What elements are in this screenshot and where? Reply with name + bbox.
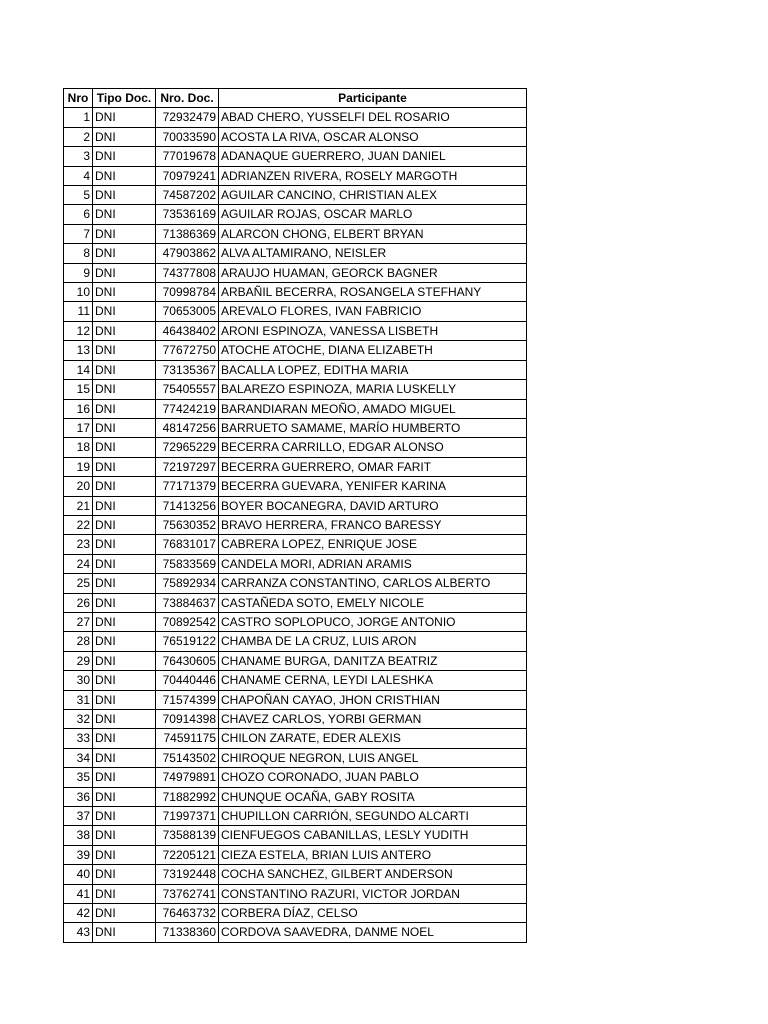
cell-nro: 21 [64,496,93,515]
table-row [64,923,527,942]
table-row [64,399,527,418]
cell-tipo-doc: DNI [93,787,156,806]
cell-tipo-doc: DNI [93,807,156,826]
cell-participante: CIEZA ESTELA, BRIAN LUIS ANTERO [219,845,527,864]
table-row [64,515,527,534]
cell-nro: 2 [64,127,93,146]
table-row [64,283,527,302]
cell-nro: 37 [64,807,93,826]
table-row [64,477,527,496]
cell-participante: CORBERA DÍAZ, CELSO [219,904,527,923]
table-row [64,244,527,263]
table-row [64,457,527,476]
table-row [64,186,527,205]
cell-nro: 3 [64,147,93,166]
table-row [64,729,527,748]
cell-nro-doc: 71338360 [156,923,219,942]
cell-tipo-doc: DNI [93,380,156,399]
cell-tipo-doc: DNI [93,612,156,631]
cell-participante: ADANAQUE GUERRERO, JUAN DANIEL [219,147,527,166]
cell-nro: 20 [64,477,93,496]
cell-participante: CHAVEZ CARLOS, YORBI GERMAN [219,710,527,729]
cell-nro-doc: 75405557 [156,380,219,399]
cell-participante: CASTRO SOPLOPUCO, JORGE ANTONIO [219,612,527,631]
cell-nro: 42 [64,904,93,923]
cell-tipo-doc: DNI [93,496,156,515]
header-row [64,89,527,108]
table-row [64,612,527,631]
cell-nro-doc: 75833569 [156,554,219,573]
cell-nro-doc: 76831017 [156,535,219,554]
cell-participante: CHUPILLON CARRIÓN, SEGUNDO ALCARTI [219,807,527,826]
table-row [64,127,527,146]
cell-nro: 35 [64,768,93,787]
cell-nro-doc: 71997371 [156,807,219,826]
cell-nro: 41 [64,884,93,903]
cell-nro: 29 [64,651,93,670]
cell-tipo-doc: DNI [93,244,156,263]
cell-participante: AGUILAR ROJAS, OSCAR MARLO [219,205,527,224]
cell-nro-doc: 76519122 [156,632,219,651]
cell-participante: CHANAME BURGA, DANITZA BEATRIZ [219,651,527,670]
cell-nro-doc: 73588139 [156,826,219,845]
cell-tipo-doc: DNI [93,710,156,729]
cell-nro: 11 [64,302,93,321]
cell-tipo-doc: DNI [93,399,156,418]
cell-nro-doc: 77171379 [156,477,219,496]
cell-participante: CARRANZA CONSTANTINO, CARLOS ALBERTO [219,574,527,593]
cell-tipo-doc: DNI [93,904,156,923]
table-row [64,108,527,127]
cell-nro: 1 [64,108,93,127]
cell-participante: CIENFUEGOS CABANILLAS, LESLY YUDITH [219,826,527,845]
cell-nro-doc: 70440446 [156,671,219,690]
cell-nro: 43 [64,923,93,942]
cell-nro: 18 [64,438,93,457]
cell-tipo-doc: DNI [93,826,156,845]
cell-tipo-doc: DNI [93,438,156,457]
cell-nro-doc: 73536169 [156,205,219,224]
cell-nro-doc: 70998784 [156,283,219,302]
table-row [64,787,527,806]
cell-nro-doc: 74377808 [156,263,219,282]
cell-participante: ARAUJO HUAMAN, GEORCK BAGNER [219,263,527,282]
cell-nro-doc: 46438402 [156,321,219,340]
cell-nro-doc: 75892934 [156,574,219,593]
cell-nro: 8 [64,244,93,263]
cell-nro: 40 [64,865,93,884]
cell-nro-doc: 71882992 [156,787,219,806]
cell-nro: 39 [64,845,93,864]
cell-participante: BALAREZO ESPINOZA, MARIA LUSKELLY [219,380,527,399]
cell-participante: COCHA SANCHEZ, GILBERT ANDERSON [219,865,527,884]
table-row [64,380,527,399]
cell-participante: BARANDIARAN MEOÑO, AMADO MIGUEL [219,399,527,418]
table-row [64,690,527,709]
cell-tipo-doc: DNI [93,845,156,864]
table-row [64,671,527,690]
cell-nro-doc: 72965229 [156,438,219,457]
cell-tipo-doc: DNI [93,283,156,302]
header-nro: Nro [64,89,93,108]
cell-tipo-doc: DNI [93,690,156,709]
table-row [64,321,527,340]
cell-tipo-doc: DNI [93,768,156,787]
cell-participante: ACOSTA LA RIVA, OSCAR ALONSO [219,127,527,146]
cell-nro-doc: 71386369 [156,224,219,243]
table-row [64,904,527,923]
cell-participante: CANDELA MORI, ADRIAN ARAMIS [219,554,527,573]
cell-participante: CONSTANTINO RAZURI, VICTOR JORDAN [219,884,527,903]
table-row [64,263,527,282]
cell-participante: BARRUETO SAMAME, MARÍO HUMBERTO [219,418,527,437]
cell-nro: 15 [64,380,93,399]
cell-nro: 28 [64,632,93,651]
cell-tipo-doc: DNI [93,729,156,748]
cell-nro: 19 [64,457,93,476]
cell-nro: 31 [64,690,93,709]
cell-nro: 34 [64,748,93,767]
cell-tipo-doc: DNI [93,923,156,942]
cell-nro: 38 [64,826,93,845]
cell-nro: 33 [64,729,93,748]
cell-nro: 7 [64,224,93,243]
table-row [64,593,527,612]
cell-nro-doc: 77424219 [156,399,219,418]
cell-tipo-doc: DNI [93,477,156,496]
cell-nro: 5 [64,186,93,205]
cell-tipo-doc: DNI [93,554,156,573]
cell-nro-doc: 71413256 [156,496,219,515]
cell-tipo-doc: DNI [93,418,156,437]
cell-nro: 13 [64,341,93,360]
cell-nro: 26 [64,593,93,612]
cell-participante: ABAD CHERO, YUSSELFI DEL ROSARIO [219,108,527,127]
cell-participante: CHAPOÑAN CAYAO, JHON CRISTHIAN [219,690,527,709]
cell-nro-doc: 74587202 [156,186,219,205]
cell-participante: BRAVO HERRERA, FRANCO BARESSY [219,515,527,534]
cell-participante: CHUNQUE OCAÑA, GABY ROSITA [219,787,527,806]
table-row [64,224,527,243]
table-row [64,166,527,185]
cell-tipo-doc: DNI [93,186,156,205]
cell-participante: CHIROQUE NEGRON, LUIS ANGEL [219,748,527,767]
table-row [64,710,527,729]
cell-nro: 17 [64,418,93,437]
cell-participante: ARONI ESPINOZA, VANESSA LISBETH [219,321,527,340]
cell-nro-doc: 72197297 [156,457,219,476]
cell-nro-doc: 70892542 [156,612,219,631]
header-participante: Participante [219,89,527,108]
table-row [64,535,527,554]
cell-tipo-doc: DNI [93,321,156,340]
cell-nro-doc: 70653005 [156,302,219,321]
cell-tipo-doc: DNI [93,302,156,321]
cell-tipo-doc: DNI [93,671,156,690]
cell-participante: AREVALO FLORES, IVAN FABRICIO [219,302,527,321]
cell-nro: 12 [64,321,93,340]
cell-participante: CHANAME CERNA, LEYDI LALESHKA [219,671,527,690]
table-body [64,108,527,942]
cell-tipo-doc: DNI [93,108,156,127]
cell-nro-doc: 73135367 [156,360,219,379]
cell-participante: CHOZO CORONADO, JUAN PABLO [219,768,527,787]
cell-tipo-doc: DNI [93,535,156,554]
cell-nro-doc: 75143502 [156,748,219,767]
cell-participante: CASTAÑEDA SOTO, EMELY NICOLE [219,593,527,612]
table-row [64,554,527,573]
cell-tipo-doc: DNI [93,865,156,884]
cell-nro-doc: 77672750 [156,341,219,360]
cell-participante: ATOCHE ATOCHE, DIANA ELIZABETH [219,341,527,360]
cell-tipo-doc: DNI [93,147,156,166]
table-row [64,826,527,845]
cell-nro: 16 [64,399,93,418]
cell-participante: ARBAÑIL BECERRA, ROSANGELA STEFHANY [219,283,527,302]
cell-nro: 9 [64,263,93,282]
table-row [64,147,527,166]
cell-participante: BECERRA GUERRERO, OMAR FARIT [219,457,527,476]
table-row [64,807,527,826]
cell-nro: 24 [64,554,93,573]
cell-participante: ALVA ALTAMIRANO, NEISLER [219,244,527,263]
table-header [64,89,527,108]
table-row [64,768,527,787]
cell-nro: 27 [64,612,93,631]
table-row [64,884,527,903]
table-row [64,651,527,670]
cell-nro-doc: 75630352 [156,515,219,534]
cell-nro: 36 [64,787,93,806]
cell-nro-doc: 76430605 [156,651,219,670]
cell-nro-doc: 74591175 [156,729,219,748]
cell-nro-doc: 72205121 [156,845,219,864]
table-row [64,360,527,379]
cell-nro: 32 [64,710,93,729]
cell-nro: 30 [64,671,93,690]
cell-nro-doc: 73884637 [156,593,219,612]
cell-nro-doc: 70033590 [156,127,219,146]
cell-nro-doc: 70914398 [156,710,219,729]
table-row [64,865,527,884]
cell-nro: 22 [64,515,93,534]
cell-tipo-doc: DNI [93,515,156,534]
cell-nro: 25 [64,574,93,593]
cell-tipo-doc: DNI [93,748,156,767]
table-row [64,438,527,457]
cell-tipo-doc: DNI [93,341,156,360]
cell-tipo-doc: DNI [93,360,156,379]
cell-participante: CORDOVA SAAVEDRA, DANME NOEL [219,923,527,942]
table-row [64,205,527,224]
cell-nro-doc: 72932479 [156,108,219,127]
header-tipo-doc: Tipo Doc. [93,89,156,108]
table-row [64,845,527,864]
cell-tipo-doc: DNI [93,205,156,224]
header-nro-doc: Nro. Doc. [156,89,219,108]
cell-tipo-doc: DNI [93,263,156,282]
cell-participante: ADRIANZEN RIVERA, ROSELY MARGOTH [219,166,527,185]
cell-tipo-doc: DNI [93,884,156,903]
cell-nro-doc: 47903862 [156,244,219,263]
cell-tipo-doc: DNI [93,593,156,612]
table-row [64,496,527,515]
cell-participante: CHILON ZARATE, EDER ALEXIS [219,729,527,748]
table-row [64,632,527,651]
cell-nro-doc: 48147256 [156,418,219,437]
cell-nro: 6 [64,205,93,224]
cell-tipo-doc: DNI [93,457,156,476]
table-row [64,418,527,437]
cell-nro-doc: 73192448 [156,865,219,884]
cell-nro: 4 [64,166,93,185]
cell-participante: BECERRA GUEVARA, YENIFER KARINA [219,477,527,496]
participants-table [63,88,527,943]
table-row [64,341,527,360]
cell-participante: BOYER BOCANEGRA, DAVID ARTURO [219,496,527,515]
cell-tipo-doc: DNI [93,224,156,243]
cell-nro-doc: 77019678 [156,147,219,166]
table-row [64,302,527,321]
cell-participante: ALARCON CHONG, ELBERT BRYAN [219,224,527,243]
cell-tipo-doc: DNI [93,574,156,593]
cell-tipo-doc: DNI [93,651,156,670]
cell-nro-doc: 71574399 [156,690,219,709]
cell-tipo-doc: DNI [93,632,156,651]
cell-participante: CHAMBA DE LA CRUZ, LUIS ARON [219,632,527,651]
cell-participante: BECERRA CARRILLO, EDGAR ALONSO [219,438,527,457]
cell-nro-doc: 70979241 [156,166,219,185]
cell-nro: 10 [64,283,93,302]
cell-nro-doc: 76463732 [156,904,219,923]
cell-nro: 14 [64,360,93,379]
table-row [64,748,527,767]
cell-participante: AGUILAR CANCINO, CHRISTIAN ALEX [219,186,527,205]
cell-participante: CABRERA LOPEZ, ENRIQUE JOSE [219,535,527,554]
cell-nro-doc: 74979891 [156,768,219,787]
cell-nro-doc: 73762741 [156,884,219,903]
cell-tipo-doc: DNI [93,127,156,146]
cell-participante: BACALLA LOPEZ, EDITHA MARIA [219,360,527,379]
cell-nro: 23 [64,535,93,554]
cell-tipo-doc: DNI [93,166,156,185]
table-row [64,574,527,593]
